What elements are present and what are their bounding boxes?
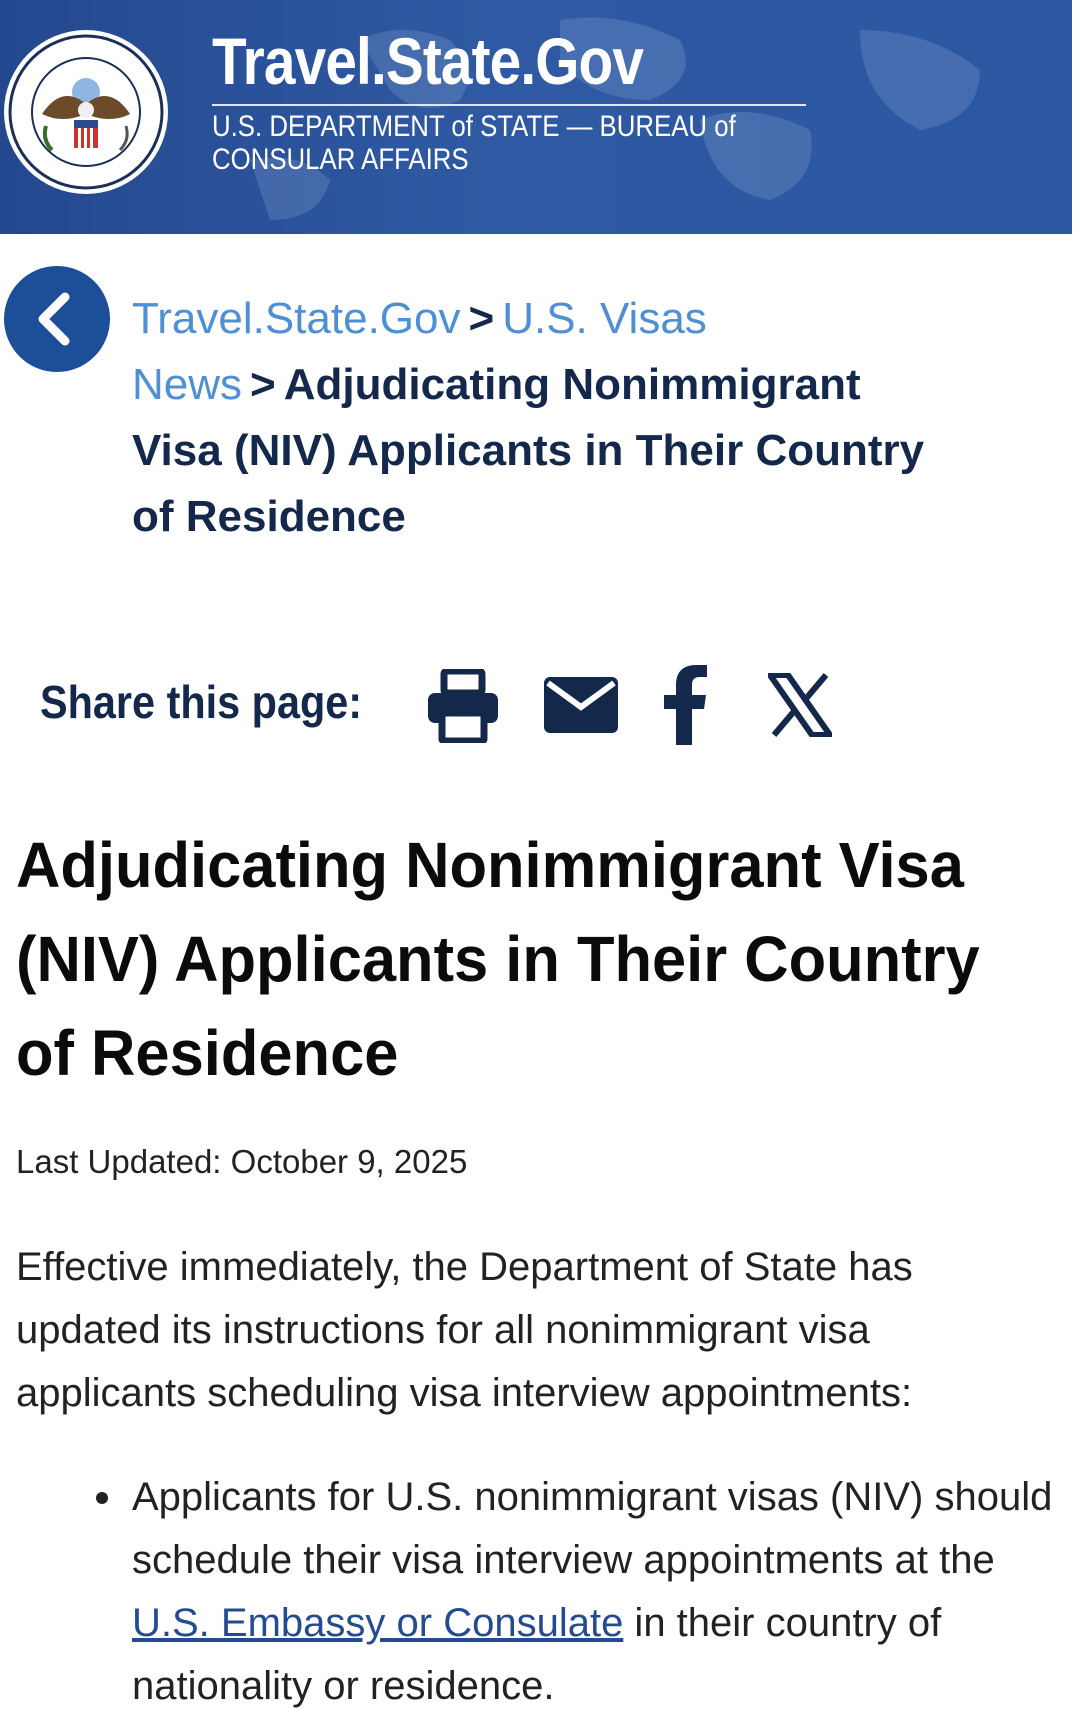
article-bullet-list — [96, 1466, 1056, 1718]
last-updated: Last Updated: October 9, 2025 — [16, 1143, 468, 1180]
print-icon[interactable] — [426, 669, 500, 743]
breadcrumb-separator: > — [468, 294, 495, 343]
header-divider — [212, 104, 806, 106]
site-title[interactable]: Travel.State.Gov — [212, 24, 644, 98]
article-lead-paragraph: Effective immediately, the Department of State has updated its instructions for all nonimmigrant visa applicants scheduling visa interview appointments: — [16, 1245, 913, 1415]
breadcrumb-separator: > — [250, 360, 276, 409]
site-header — [0, 0, 1072, 234]
bullet-text-after: in their country of nationality or residence. — [132, 1601, 942, 1708]
back-button[interactable] — [4, 266, 110, 372]
breadcrumb — [132, 286, 932, 550]
bullet-text-before: Applicants for U.S. nonimmigrant visas (NIV) should schedule their visa interview appointments at the — [132, 1475, 1053, 1582]
page-title: Adjudicating Nonimmigrant Visa (NIV) Applicants in Their Country of Residence — [16, 829, 980, 1089]
site-subtitle: U.S. DEPARTMENT of STATE — BUREAU of CONSULAR AFFAIRS — [212, 110, 736, 176]
breadcrumb-home-link[interactable]: Travel.State.Gov — [132, 294, 461, 343]
chevron-left-icon — [29, 291, 85, 347]
embassy-consulate-link[interactable]: U.S. Embassy or Consulate — [132, 1601, 624, 1645]
breadcrumb-visas-news-link[interactable]: U.S. Visas News — [132, 294, 707, 409]
email-icon[interactable] — [544, 677, 618, 733]
list-item — [96, 1466, 1056, 1718]
share-label: Share this page: — [40, 676, 363, 728]
breadcrumb-current-page: Adjudicating Nonimmigrant Visa (NIV) Applicants in Their Country of Residence — [132, 360, 925, 541]
bullet-icon — [96, 1492, 108, 1504]
department-of-state-seal — [2, 24, 170, 200]
x-icon[interactable] — [768, 673, 832, 737]
facebook-icon[interactable] — [664, 665, 708, 745]
share-bar — [40, 665, 960, 765]
